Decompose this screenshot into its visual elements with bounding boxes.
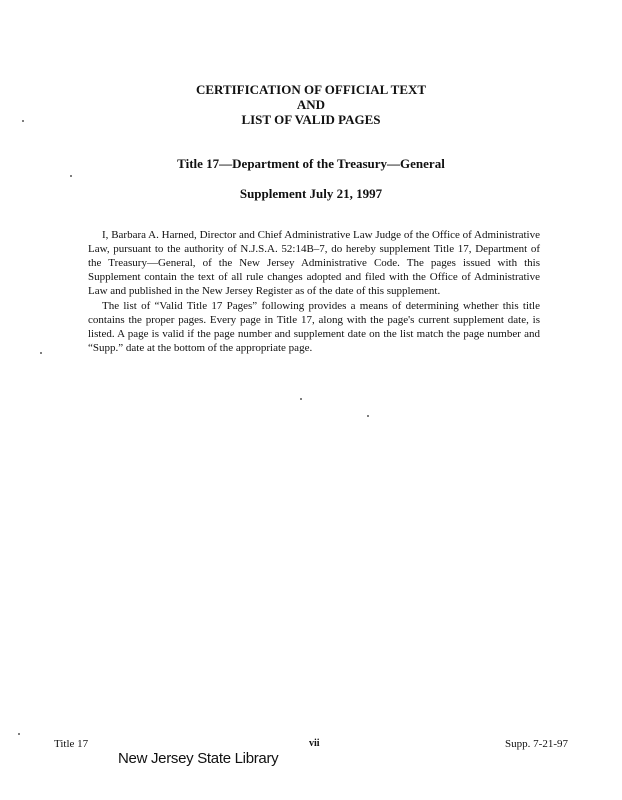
heading-line-3: LIST OF VALID PAGES — [241, 112, 381, 127]
scan-speck — [22, 120, 24, 122]
scan-speck — [18, 733, 20, 735]
footer-title: Title 17 — [54, 738, 89, 750]
library-stamp: New Jersey State Library — [118, 750, 279, 767]
title-line: Title 17—Department of the Treasury—General — [177, 156, 445, 171]
scan-speck — [70, 175, 72, 177]
footer-supp-date: Supp. 7-21-97 — [505, 738, 568, 750]
certification-paragraph: I, Barbara A. Harned, Director and Chief Administrative Law Judge of the Office of Administrative Law, pursuant to the authority of N.J.S.A. 52:14B–7, do hereby supplement Title 17, Department of the Treasury—General, of the New Jersey Administrative Code. The pages issued with this Supplement contain the text of all rule changes adopted and filed with the Office of Administrative Law and published in the New Jersey Register as of the date of this supplement. — [88, 229, 540, 297]
scan-speck — [300, 398, 302, 400]
valid-pages-paragraph: The list of “Valid Title 17 Pages” following provides a means of determining whether this title contains the proper pages. Every page in Title 17, along with the page's current supplement date, is listed. A page is valid if the page number and supplement date on the list match the page number and “Supp.” date at the bottom of the appropriate page. — [88, 300, 540, 354]
scan-speck — [40, 352, 42, 354]
heading-line-1: CERTIFICATION OF OFFICIAL TEXT — [195, 82, 427, 97]
heading-line-2: AND — [296, 97, 326, 112]
supplement-date-line: Supplement July 21, 1997 — [239, 186, 383, 201]
footer-page-number: vii — [309, 738, 320, 749]
scan-speck — [367, 415, 369, 417]
certification-heading — [0, 82, 622, 127]
